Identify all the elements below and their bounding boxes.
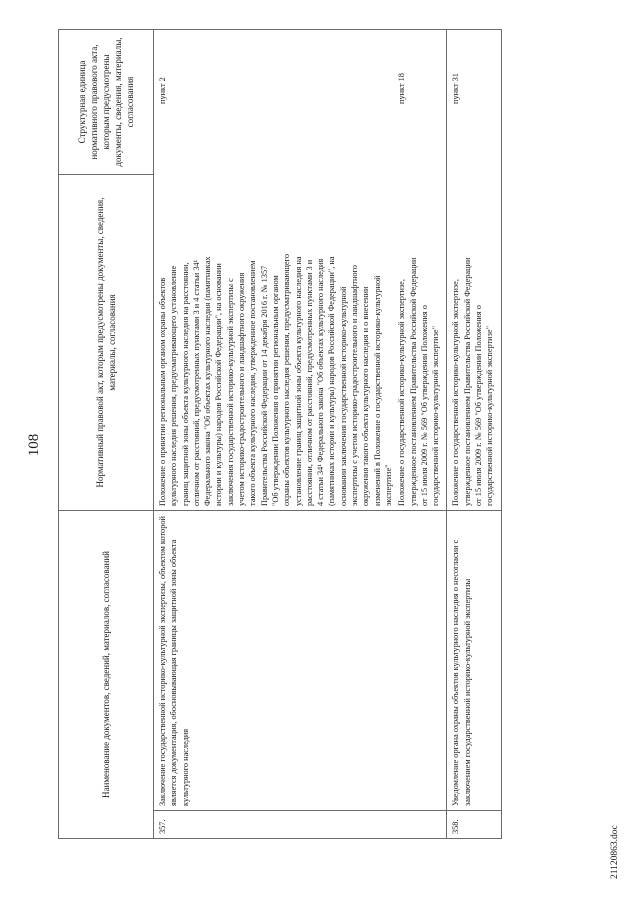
header-legal-act: Нормативный правовой акт, которым предусмотрены документы, сведения, материалы, согласования (59, 175, 154, 511)
legal-act-text: Положение о государственной историко-культурной экспертизе, утвержденное постановлением Правительства Российской Федерации от 15 июля 2009 г. № 569 "Об утверждении Положения о государственной историко-культурной экспертизе" (451, 257, 495, 506)
structural-unit: пункт 18 (397, 73, 407, 104)
registry-table (58, 29, 502, 839)
legal-act-text: Положение о государственной историко-культурной экспертизе, утвержденное постановлением Правительства Российской Федерации от 15 июля 2009 г. № 569 "Об утверждении Положения о государственной историко-культурной экспертизе" (397, 257, 441, 506)
header-structural-unit: Структурная единица нормативного правового акта, которым предусмотрены документы, сведения, материалы, согласования (59, 30, 154, 175)
legal-acts-cell (154, 30, 447, 511)
structural-unit: пункт 2 (158, 77, 167, 104)
legal-act-entry (450, 34, 495, 506)
row-number: 357. (154, 811, 447, 839)
header-document-name: Наименование документов, сведений, материалов, согласований (59, 511, 154, 839)
legal-act-text: Положение о принятии региональным органом охраны объектов культурного наследия решения, предусматривающего установление границ защитной зоны объекта культурного наследия на расстоянии, отличном от расстояний, предусмотренных пунктами 3 и 4 статьи 34¹ Федерального закона "Об объектах культурного наследия (памятниках истории и культуры) народов Российской Федерации", на основании заключения государственной историко-культурной экспертизы с учетом историко-градостроительного и ландшафтного окружения такого объекта культурного наследия, утвержденное постановлением Правительства Российской Федерации от 14 декабря 2016 г. № 1357 "Об утверждении Положения о принятии региональным органом охраны объектов культурного наследия решения, предусматривающего установление границ защитной зоны объекта культурного наследия на расстоянии, отличном от расстояний, предусмотренных пунктами 3 и 4 статьи 34¹ Федерального закона "Об объектах культурного наследия (памятниках истории и культуры) народов Российской Федерации", на основании заключения государственной историко-культурной экспертизы с учетом историко-градостроительного и ландшафтного окружения такого объекта культурного наследия и о внесении изменений в Положение о государственной историко-культурной экспертизе" (158, 254, 393, 506)
document-name: Уведомление органа охраны объектов культурного наследия о несогласии с заключением государственной историко-культурной экспертизы (447, 511, 501, 811)
document-file-id: 21120863.doc (610, 825, 620, 879)
legal-act-entry (157, 34, 394, 506)
table-row (447, 30, 501, 839)
document-name: Заключение государственной историко-культурной экспертизы, объектом которой является документация, обосновывающая границы защитной зоны объекта культурного наследия (154, 511, 447, 811)
page-number: 108 (26, 433, 42, 457)
row-number: 358. (447, 811, 501, 839)
table-row (154, 30, 447, 839)
structural-unit: пункт 31 (451, 73, 461, 104)
legal-act-entry (396, 34, 441, 506)
table-header-row (59, 30, 154, 839)
legal-acts-cell (447, 30, 501, 511)
